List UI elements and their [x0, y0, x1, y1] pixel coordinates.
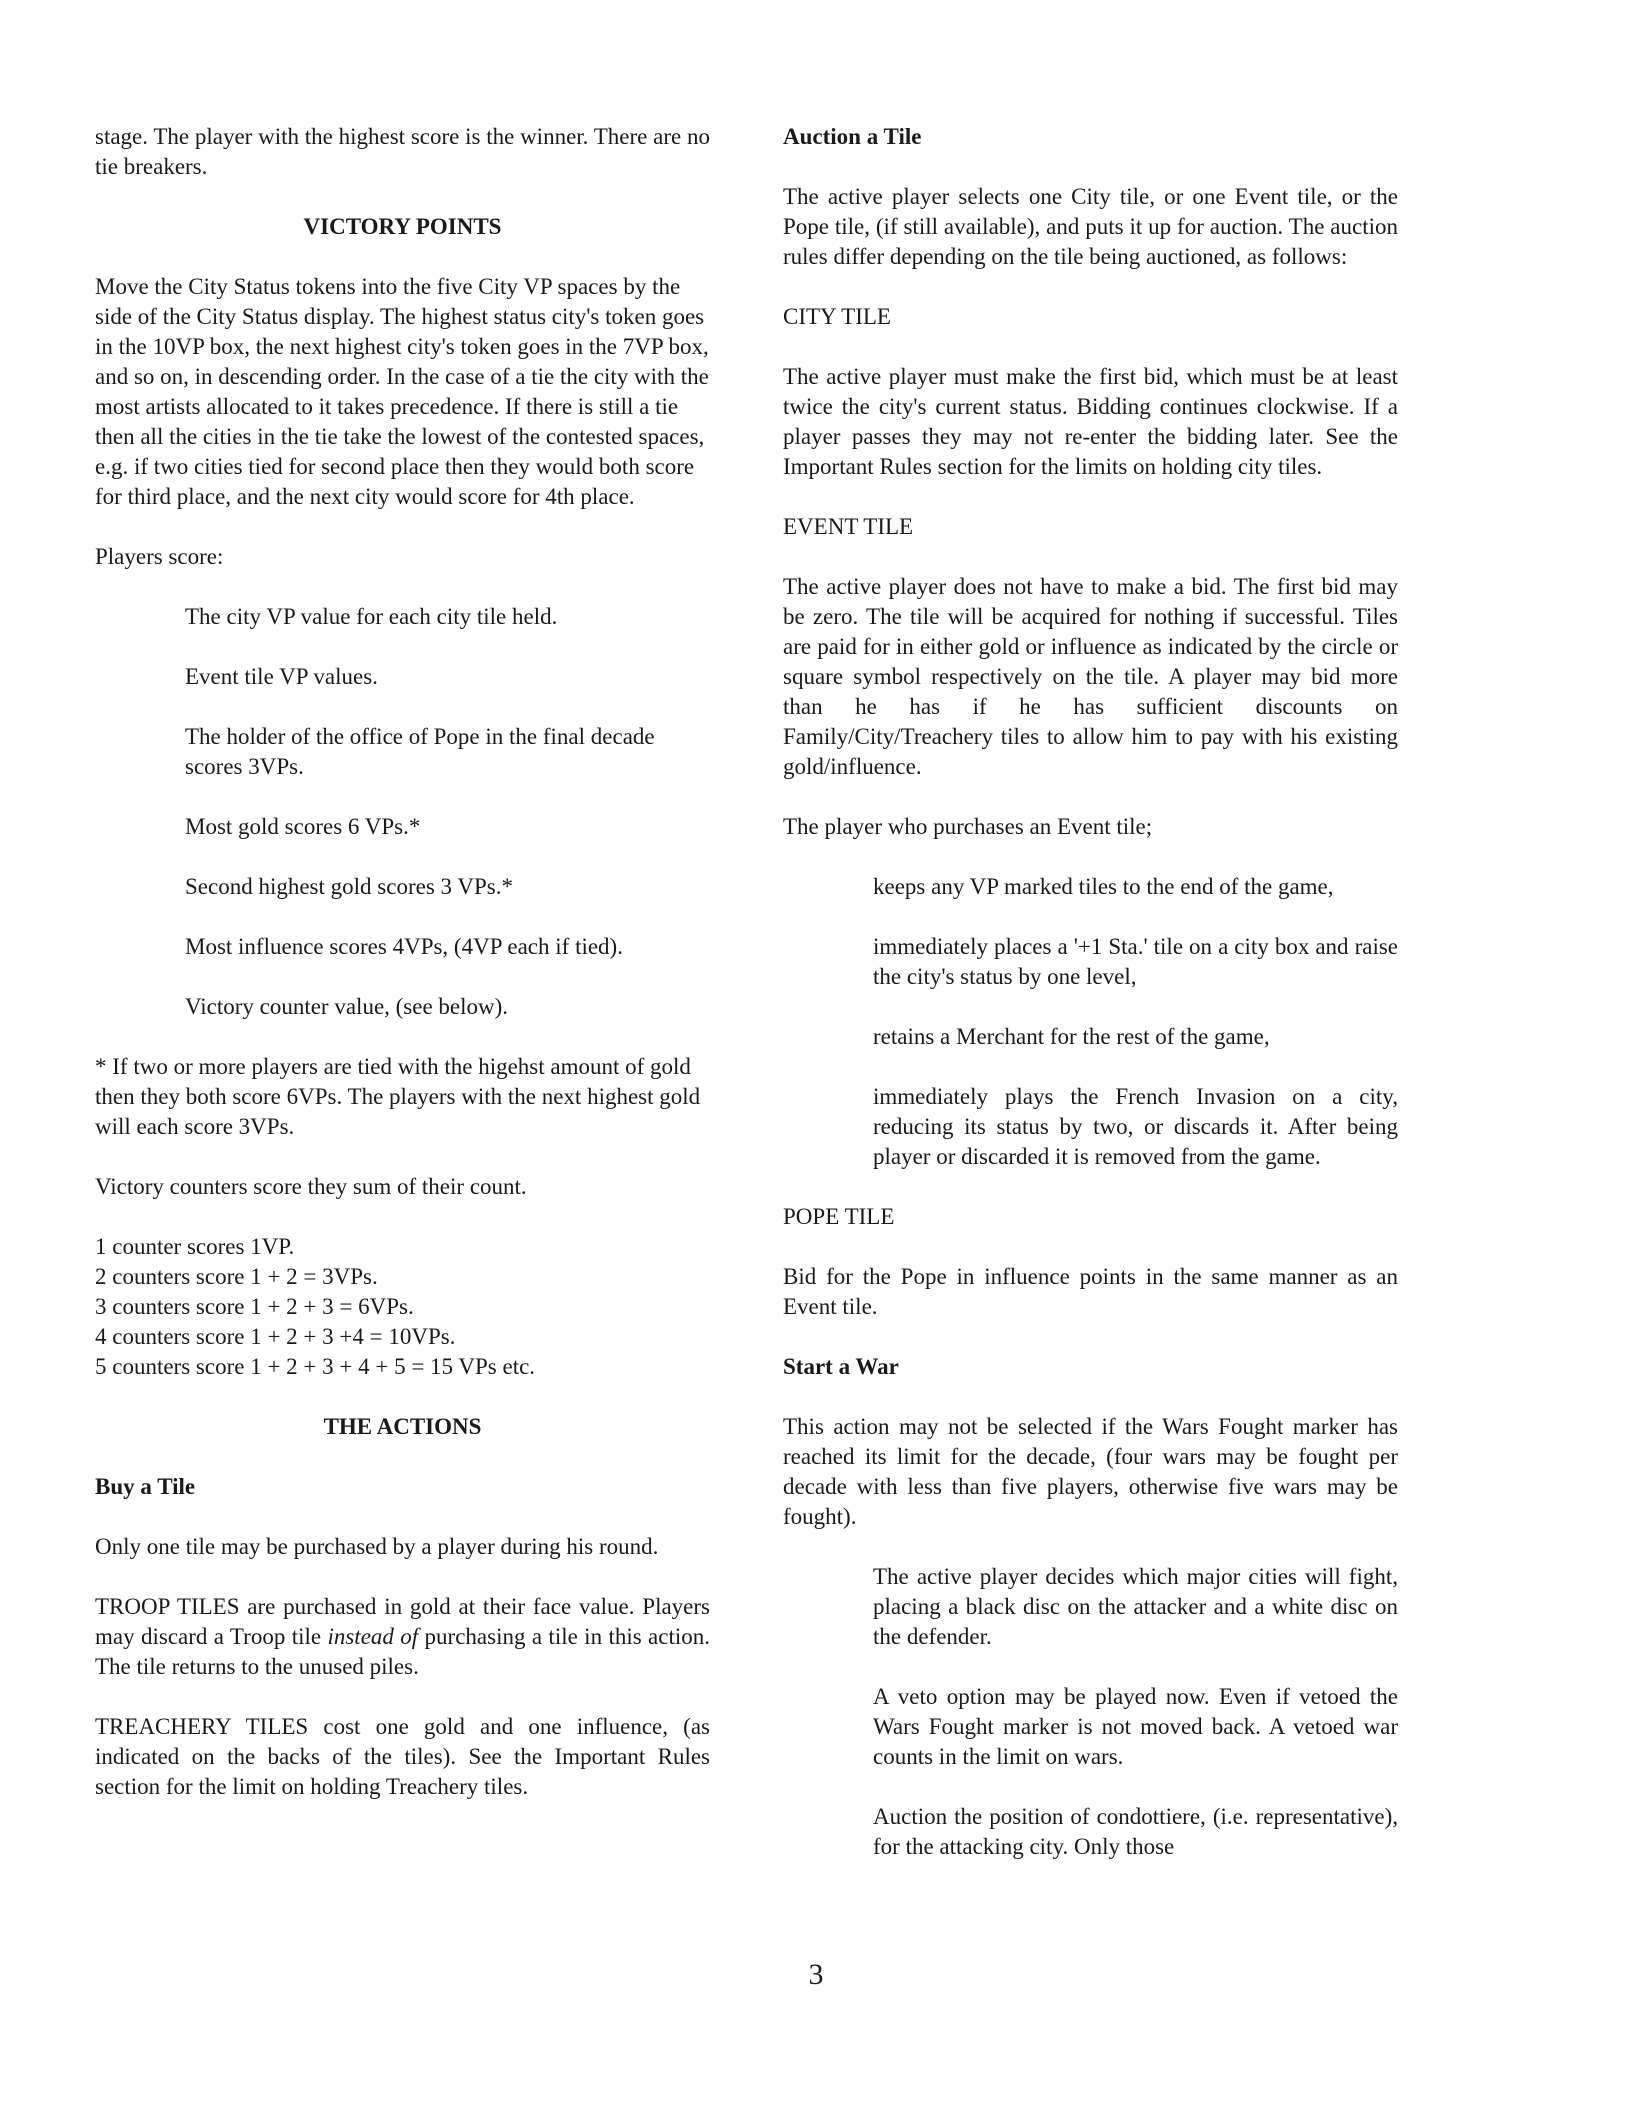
right-column — [783, 122, 1398, 1892]
move-tokens-paragraph: Move the City Status tokens into the five City VP spaces by the side of the City Status display. The highest status city's token goes in the 10VP box, the next highest city's token goes in the 7VP box, and so on, in descending order. In the case of a tie the city with the most artists allocated to it takes precedence. If there is still a tie then all the cities in the tie take the lowest of the contested spaces, e.g. if two cities tied for second place then they would both score for third place, and the next city would score for 4th place. — [95, 274, 709, 509]
troop-emphasis: instead of — [327, 1624, 419, 1649]
treachery-tiles-paragraph: TREACHERY TILES cost one gold and one influence, (as indicated on the backs of the tiles). See the Important Rules section for the limit on holding Treachery tiles. — [95, 1714, 710, 1799]
war-item: The active player decides which major cities will fight, placing a black disc on the attacker and a white disc on the defender. — [873, 1564, 1398, 1649]
city-tile-paragraph: The active player must make the first bid, which must be at least twice the city's current status. Bidding continues clockwise. If a player passes they may not re-enter the bidding later. See the Important Rules section for the limits on holding city tiles. — [783, 364, 1398, 479]
score-item: Event tile VP values. — [185, 664, 378, 689]
players-score-paragraph: Players score: — [95, 544, 224, 569]
troop-tiles-paragraph — [95, 1592, 710, 1682]
score-item: Most influence scores 4VPs, (4VP each if tied). — [185, 934, 623, 959]
troop-text-a: TROOP TILES are purchased in gold at their face value. Players may discard a Troop tile — [95, 1594, 710, 1649]
event-item: retains a Merchant for the rest of the game, — [873, 1024, 1270, 1049]
event-tile-paragraph: The active player does not have to make a bid. The first bid may be zero. The tile will be acquired for nothing if successful. Tiles are paid for in either gold or influence as indicated by the circle or square symbol respectively on the tile. A player may bid more than he has if he has sufficient discounts on Family/City/Treachery tiles to allow him to pay with his existing gold/influence. — [783, 574, 1398, 779]
counter-score-line: 1 counter scores 1VP. — [95, 1234, 295, 1259]
counter-score-line: 3 counters score 1 + 2 + 3 = 6VPs. — [95, 1294, 414, 1319]
war-item: Auction the position of condottiere, (i.e. representative), for the attacking city. Only those — [873, 1804, 1398, 1859]
page-number: 3 — [808, 1958, 824, 1991]
footnote-paragraph: * If two or more players are tied with the higehst amount of gold then they both score 6VPs. The players with the next highest gold will each score 3VPs. — [95, 1054, 701, 1139]
start-war-subheading: Start a War — [783, 1354, 899, 1379]
counter-score-list — [95, 1232, 710, 1382]
score-item: The city VP value for each city tile held. — [185, 604, 558, 629]
intro-paragraph: stage. The player with the highest score is the winner. There are no tie breakers. — [95, 124, 710, 179]
auction-subheading: Auction a Tile — [783, 124, 922, 149]
buy-tile-subheading: Buy a Tile — [95, 1474, 196, 1499]
city-tile-label: CITY TILE — [783, 304, 891, 329]
event-item: immediately places a '+1 Sta.' tile on a city box and raise the city's status by one level, — [873, 934, 1398, 989]
score-item: The holder of the office of Pope in the final decade scores 3VPs. — [185, 724, 655, 779]
counter-score-line: 2 counters score 1 + 2 = 3VPs. — [95, 1264, 378, 1289]
event-item: keeps any VP marked tiles to the end of the game, — [873, 874, 1334, 899]
auction-paragraph: The active player selects one City tile, or one Event tile, or the Pope tile, (if still available), and puts it up for auction. The auction rules differ depending on the tile being auctioned, as follows: — [783, 184, 1398, 269]
war-item: A veto option may be played now. Even if vetoed the Wars Fought marker is not moved back. A vetoed war counts in the limit on wars. — [873, 1684, 1398, 1769]
left-column — [95, 122, 710, 1832]
troop-text-b: purchasing a tile in this action. The tile returns to the unused piles. — [95, 1624, 711, 1679]
counter-score-line: 4 counters score 1 + 2 + 3 +4 = 10VPs. — [95, 1324, 456, 1349]
pope-tile-label: POPE TILE — [783, 1204, 895, 1229]
only-one-paragraph: Only one tile may be purchased by a player during his round. — [95, 1534, 659, 1559]
event-tile-label: EVENT TILE — [783, 514, 914, 539]
score-item: Most gold scores 6 VPs.* — [185, 814, 421, 839]
actions-heading: THE ACTIONS — [323, 1414, 482, 1439]
score-item: Victory counter value, (see below). — [185, 994, 509, 1019]
pope-tile-paragraph: Bid for the Pope in influence points in the same manner as an Event tile. — [783, 1264, 1398, 1319]
purchaser-paragraph: The player who purchases an Event tile; — [783, 814, 1153, 839]
victory-points-heading: VICTORY POINTS — [303, 214, 502, 239]
war-paragraph: This action may not be selected if the Wars Fought marker has reached its limit for the decade, (four wars may be fought per decade with less than five players, otherwise five wars may be fought). — [783, 1414, 1398, 1529]
counter-score-line: 5 counters score 1 + 2 + 3 + 4 + 5 = 15 VPs etc. — [95, 1354, 536, 1379]
victory-counters-paragraph: Victory counters score they sum of their count. — [95, 1174, 527, 1199]
score-item: Second highest gold scores 3 VPs.* — [185, 874, 513, 899]
event-item: immediately plays the French Invasion on a city, reducing its status by two, or discards it. After being player or discarded it is removed from the game. — [873, 1084, 1398, 1169]
